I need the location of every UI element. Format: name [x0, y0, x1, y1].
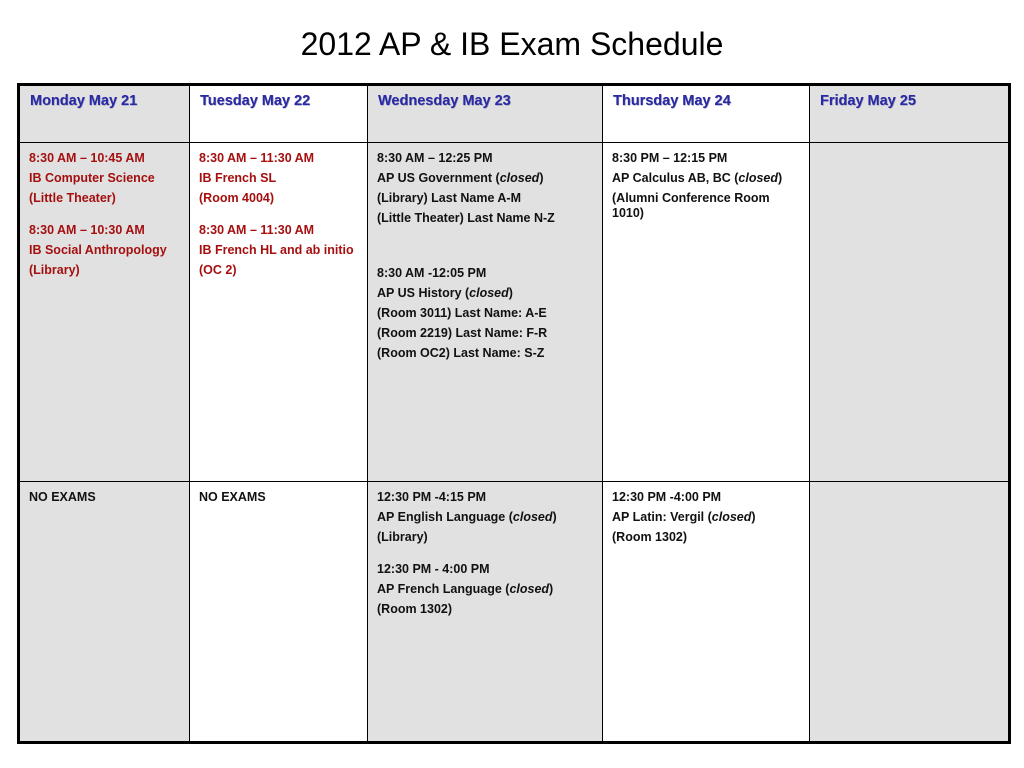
exam-subject — [377, 286, 594, 301]
exam-subject-close: ) — [751, 509, 756, 524]
morning-tuesday-cell — [190, 143, 368, 482]
closed-note: closed — [499, 171, 540, 186]
closed-note: closed — [469, 286, 509, 301]
header-row — [19, 85, 1010, 143]
exam-time: 12:30 PM -4:00 PM — [612, 489, 722, 504]
exam-time: 8:30 AM – 11:30 AM — [199, 151, 315, 166]
exam-location: (Room 4004) — [199, 191, 275, 206]
no-exams-label: NO EXAMS — [199, 489, 266, 504]
exam-location: (Room OC2) Last Name: S-Z — [377, 346, 545, 361]
header-cell-friday — [810, 85, 1010, 143]
exam-subject-close: ) — [552, 509, 557, 524]
exam-subject-close: ) — [539, 171, 544, 186]
closed-note: closed — [509, 581, 550, 596]
exam-location: (Alumni Conference Room 1010) — [612, 191, 770, 221]
header-cell-wednesday — [368, 85, 603, 143]
afternoon-thursday-cell — [603, 481, 810, 742]
exam-subject — [377, 171, 594, 186]
closed-note: closed — [738, 171, 779, 186]
exam-subject-close: ) — [508, 286, 513, 301]
exam-subject-text: AP Calculus AB, BC ( — [612, 171, 739, 186]
closed-note: closed — [512, 509, 553, 524]
afternoon-wednesday-cell — [368, 481, 603, 742]
header-wednesday: Wednesday May 23 — [378, 93, 511, 109]
exam-location: (Room 3011) Last Name: A-E — [377, 306, 547, 321]
exam-location: (Room 1302) — [612, 529, 688, 544]
header-cell-thursday — [603, 85, 810, 143]
exam-location: (Library) — [377, 529, 428, 544]
exam-location: (Library) — [29, 263, 80, 278]
header-monday: Monday May 21 — [30, 93, 138, 109]
afternoon-monday-cell — [19, 481, 190, 742]
morning-row — [19, 143, 1010, 482]
exam-subject-text: AP US History ( — [377, 286, 470, 301]
exam-subject-text: AP Latin: Vergil ( — [612, 509, 712, 524]
page-title: 2012 AP & IB Exam Schedule — [300, 26, 724, 62]
exam-subject-text: AP US Government ( — [377, 171, 500, 186]
exam-subject-text: AP English Language ( — [377, 509, 513, 524]
afternoon-row — [19, 481, 1010, 742]
exam-subject — [612, 510, 801, 525]
morning-thursday-cell — [603, 143, 810, 482]
afternoon-friday-cell — [810, 481, 1010, 742]
exam-subject-close: ) — [778, 171, 783, 186]
exam-time: 8:30 AM – 10:30 AM — [29, 223, 145, 238]
exam-time: 12:30 PM - 4:00 PM — [377, 561, 490, 576]
no-exams-label: NO EXAMS — [29, 489, 96, 504]
exam-location: (Little Theater) Last Name N-Z — [377, 211, 555, 226]
exam-subject: IB French HL and ab initio — [199, 243, 354, 258]
exam-time: 8:30 AM – 10:45 AM — [29, 151, 145, 166]
afternoon-tuesday-cell — [190, 481, 368, 742]
header-thursday: Thursday May 24 — [613, 93, 731, 109]
header-friday: Friday May 25 — [820, 93, 916, 109]
exam-schedule-table — [17, 83, 1011, 744]
exam-subject: IB French SL — [199, 171, 277, 186]
exam-location: (Little Theater) — [29, 191, 116, 206]
header-tuesday: Tuesday May 22 — [200, 93, 311, 109]
exam-subject-close: ) — [549, 581, 554, 596]
exam-time: 12:30 PM -4:15 PM — [377, 489, 487, 504]
exam-location: (Room 2219) Last Name: F-R — [377, 326, 548, 341]
exam-subject: IB Computer Science — [29, 171, 155, 186]
exam-time: 8:30 AM – 11:30 AM — [199, 223, 315, 238]
exam-subject: IB Social Anthropology — [29, 243, 167, 258]
exam-subject — [377, 510, 594, 525]
exam-time: 8:30 PM – 12:15 PM — [612, 151, 728, 166]
header-cell-monday — [19, 85, 190, 143]
morning-monday-cell — [19, 143, 190, 482]
morning-wednesday-cell — [368, 143, 603, 482]
exam-location: (Library) Last Name A-M — [377, 191, 522, 206]
exam-subject — [377, 582, 594, 597]
morning-friday-cell — [810, 143, 1010, 482]
exam-subject — [612, 171, 801, 186]
exam-time: 8:30 AM – 12:25 PM — [377, 151, 493, 166]
exam-subject-text: AP French Language ( — [377, 581, 510, 596]
exam-time: 8:30 AM -12:05 PM — [377, 266, 487, 281]
exam-location: (OC 2) — [199, 263, 237, 278]
header-cell-tuesday — [190, 85, 368, 143]
exam-location: (Room 1302) — [377, 601, 453, 616]
closed-note: closed — [711, 509, 752, 524]
